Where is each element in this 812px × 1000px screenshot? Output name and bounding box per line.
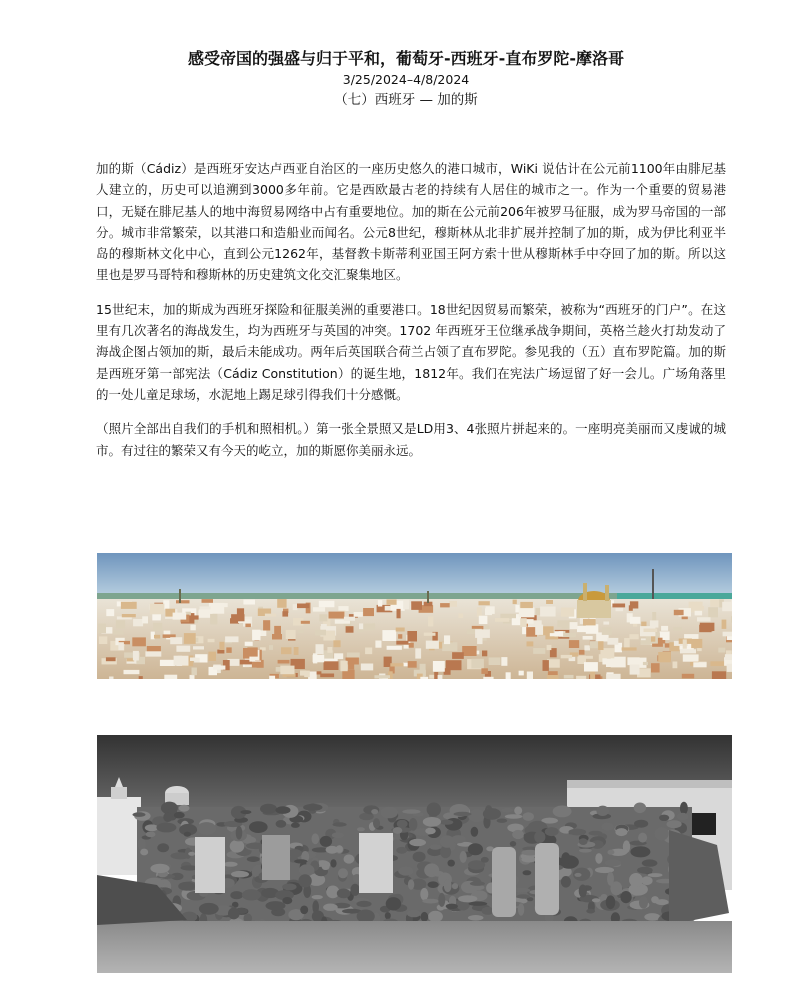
- ruins-image: [97, 735, 732, 973]
- panorama-photo[interactable]: [97, 553, 732, 679]
- paragraph-empire: 15世纪末，加的斯成为西班牙探险和征服美洲的重要港口。18世纪因贸易而繁荣，被称为“西班牙的门户”。在这里有几次著名的海战发生，均为西班牙与英国的冲突。1702 年西班牙王位继承战争期间，英格兰趁火打劫发动了海战企图占领加的斯，最后未能成功。两年后英国联合荷兰占领了直布罗陀。参见我的（五）直布罗陀篇。加的斯是西班牙第一部宪法（Cádiz Constitution）的诞生地，1812年。我们在宪法广场逗留了好一会儿。广场角落里的一处儿童足球场，水泥地上踢足球引得我们十分感慨。: [96, 301, 726, 402]
- chapter-subtitle: （七）西班牙 — 加的斯: [334, 92, 478, 108]
- panorama-image: [97, 553, 732, 679]
- paragraph-photos-note: （照片全部出自我们的手机和照相机。）第一张全景照又是LD用3、4张照片拼起来的。一座明亮美丽而又虔诚的城市。有过往的繁荣又有今天的屹立，加的斯愿你美丽永远。: [96, 421, 726, 458]
- ruins-photo[interactable]: [97, 735, 732, 973]
- trip-dates: 3/25/2024–4/8/2024: [342, 72, 470, 87]
- paragraph-history: 加的斯（Cádiz）是西班牙安达卢西亚自治区的一座历史悠久的港口城市，WiKi 说估计在公元前1100年由腓尼基人建立的，历史可以追溯到3000多年前。它是西欧最古老的持续有人居住的城市之一。作为一个重要的贸易港口，无疑在腓尼基人的地中海贸易网络中占有重要地位。加的斯在公元前206年被罗马征服，成为罗马帝国的一部分。城市非常繁荣，以其港口和造船业而闻名。公元8世纪，穆斯林从北非扩展并控制了加的斯，成为伊比利亚半岛的穆斯林文化中心，直到公元1262年，基督教卡斯蒂利亚国王阿方索十世从穆斯林手中夺回了加的斯。所以这里也是罗马哥特和穆斯林的历史建筑文化交汇聚集地区。: [96, 161, 726, 283]
- page-title: 感受帝国的强盛与归于平和，葡萄牙-西班牙-直布罗陀-摩洛哥: [188, 49, 624, 68]
- article-body: [96, 158, 726, 474]
- page-header: [0, 48, 812, 110]
